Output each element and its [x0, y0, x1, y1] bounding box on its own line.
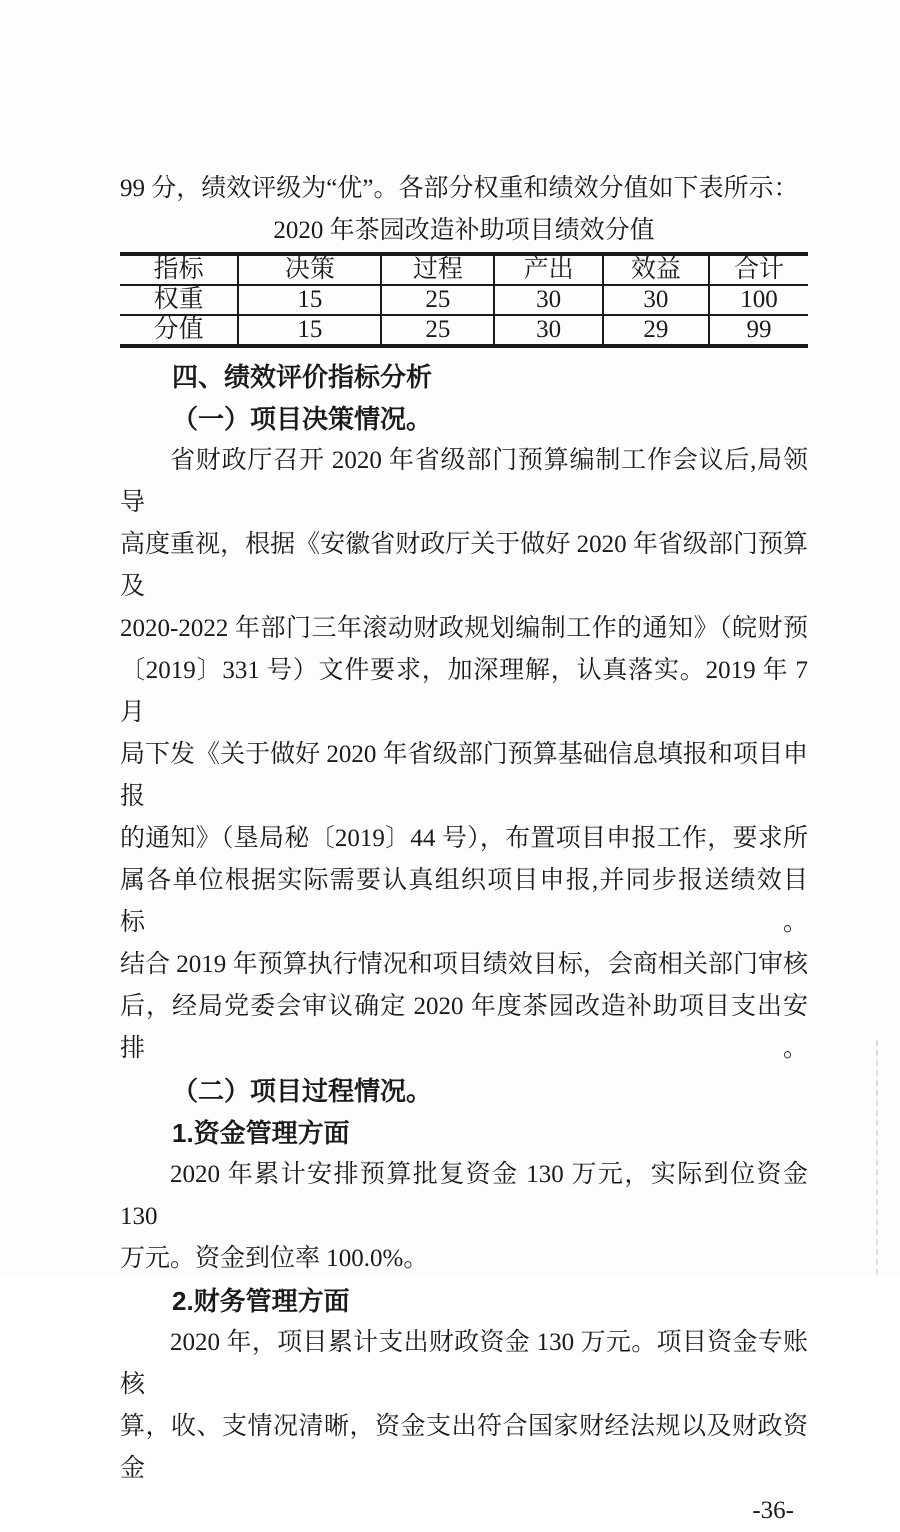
- paragraph-line: 2020 年累计安排预算批复资金 130 万元，实际到位资金 130: [120, 1161, 808, 1230]
- table-cell: 15: [238, 285, 381, 315]
- table-header-cell: 过程: [381, 254, 494, 285]
- subsection-heading-fund: 1.资金管理方面: [172, 1118, 350, 1148]
- page-content: [120, 168, 808, 1532]
- table-cell: 100: [709, 285, 808, 315]
- table-header-cell: 产出: [494, 254, 603, 285]
- table-cell: 99: [746, 316, 772, 343]
- table-cell: 25: [381, 285, 494, 315]
- paragraph-line: 省财政厅召开 2020 年省级部门预算编制工作会议后,局领导: [120, 447, 808, 516]
- table-cell: 29: [603, 315, 709, 346]
- paragraph-line: 结合 2019 年预算执行情况和项目绩效目标，会商相关部门审核: [120, 951, 808, 978]
- paragraph-line: 算，收、支情况清晰，资金支出符合国家财经法规以及财政资金: [120, 1413, 808, 1482]
- table-header-cell: 指标: [120, 254, 238, 285]
- paragraph-line: 属各单位根据实际需要认真组织项目申报,并同步报送绩效目标。: [120, 867, 808, 936]
- paragraph-line: 〔2019〕331 号）文件要求，加深理解，认真落实。2019 年 7 月: [120, 657, 808, 726]
- subsection-heading-finance: 2.财务管理方面: [172, 1286, 350, 1316]
- score-table: [120, 252, 808, 348]
- intro-line: 99 分，绩效评级为“优”。各部分权重和绩效分值如下表所示：: [120, 175, 799, 202]
- table-header-cell: 效益: [603, 254, 709, 285]
- table-title: 2020 年茶园改造补助项目绩效分值: [273, 217, 655, 244]
- table-cell: 25: [381, 315, 494, 346]
- table-cell: 15: [238, 315, 381, 346]
- page-number: -36-: [752, 1497, 794, 1524]
- paragraph-line: 2020 年，项目累计支出财政资金 130 万元。项目资金专账核: [120, 1329, 808, 1398]
- table-cell: 30: [494, 285, 603, 315]
- scan-edge-artifact: [876, 1040, 878, 1275]
- subsection-heading-process: （二）项目过程情况。: [172, 1076, 433, 1106]
- table-header-cell: 决策: [238, 254, 381, 285]
- paragraph-line: 的通知》（垦局秘〔2019〕44 号），布置项目申报工作，要求所: [120, 825, 808, 852]
- section-heading-main: 四、绩效评价指标分析: [172, 362, 433, 392]
- paragraph-line: 万元。资金到位率 100.0%。: [120, 1245, 429, 1272]
- table-row-score: [120, 315, 808, 346]
- paragraph-line: 局下发《关于做好 2020 年省级部门预算基础信息填报和项目申报: [120, 741, 808, 810]
- table-cell: 30: [603, 285, 709, 315]
- paragraph-line: 后，经局党委会审议确定 2020 年度茶园改造补助项目支出安排。: [120, 993, 808, 1062]
- row-label: 分值: [120, 315, 238, 346]
- subsection-heading-decision: （一）项目决策情况。: [172, 404, 433, 434]
- table-cell: 30: [494, 315, 603, 346]
- table-row-weight: [120, 285, 808, 315]
- paragraph-line: 2020-2022 年部门三年滚动财政规划编制工作的通知》（皖财预: [120, 615, 808, 642]
- table-header-cell: 合计: [709, 254, 808, 285]
- row-label: 权重: [120, 285, 238, 315]
- table-header-row: [120, 254, 808, 285]
- paragraph-line: 高度重视，根据《安徽省财政厅关于做好 2020 年省级部门预算及: [120, 531, 808, 600]
